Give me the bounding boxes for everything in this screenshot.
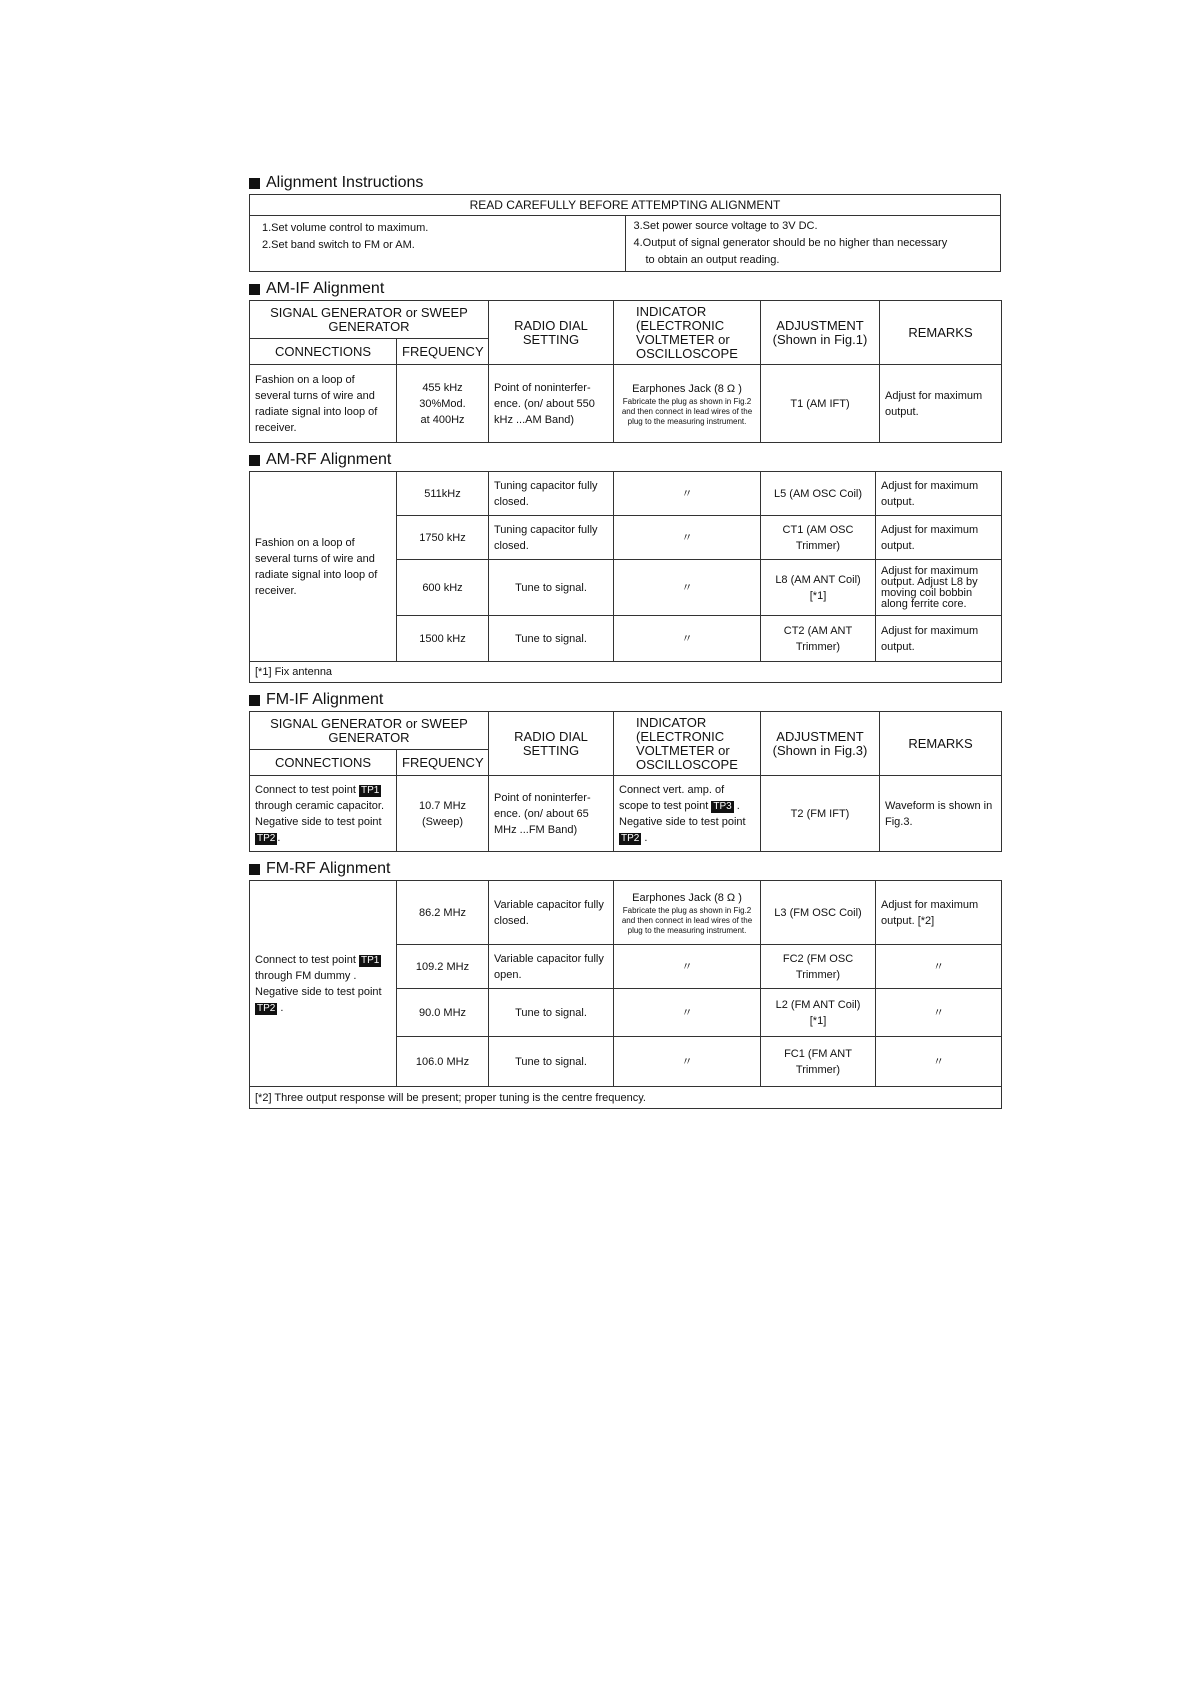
adjustment-header: ADJUSTMENT (Shown in Fig.3) [761,712,880,776]
instructions-right: 3.Set power source voltage to 3V DC. 4.Output of signal generator should be no higher than necessary to obtain an output reading. [625,216,1001,272]
connections-header: CONNECTIONS [250,339,397,365]
instructions-table [249,194,1001,272]
fm-rf-table: Connect to test point TP1 through FM dummy . Negative side to test point TP2 . 86.2 MHz Variable capacitor fully closed. Earphones Jack (8 Ω ) Fabricate the plug as shown in Fig.2 and then connect in lead wires of the plug to the measuring instrument. L3 (FM OSC Coil) Adjust for maximum output. [*2] 109.2 MHz Variable capacitor fully open. 〃 FC2 (FM OSC Trimmer) 〃 90.0 MHz Tune to signal. 〃 L2 (FM ANT Coil) [*1] 〃 106.0 MHz Tune to signal. 〃 FC1 (FM ANT Trimmer) 〃 [*2] Three output response will be present; proper tuning is the centre frequency. [249,880,1002,1109]
alignment-document [249,172,1001,1109]
alignment-instructions-heading: Alignment Instructions [249,172,1001,194]
bullet-square-icon [249,284,260,295]
fm-if-adjustment: T2 (FM IFT) [761,776,880,852]
table-row: 511kHz [397,472,489,516]
fm-if-remarks: Waveform is shown in Fig.3. [880,776,1002,852]
table-row: 600 kHz [397,560,489,616]
tp2-label: TP2 [257,1002,276,1014]
fm-if-connection: Connect to test point TP1 through ceramic capacitor. Negative side to test point TP2 . [250,776,397,852]
bullet-square-icon [249,695,260,706]
tp1-label: TP1 [360,784,380,796]
adjustment-header: ADJUSTMENT (Shown in Fig.1) [761,301,880,365]
tp3-label: TP3 [713,800,732,812]
am-rf-table: Fashion on a loop of several turns of wire and radiate signal into loop of receiver. 511kHz Tuning capacitor fully closed. 〃 L5 (AM OSC Coil) Adjust for maximum output. 1750 kHz Tuning capacitor fully closed. 〃 CT1 (AM OSC Trimmer) Adjust for maximum output. 600 kHz Tune to signal. 〃 L8 (AM ANT Coil) [*1] Adjust for maximum output. Adjust L8 by moving coil bobbin along ferrite core. 1500 kHz Tune to signal. 〃 CT2 (AM ANT Trimmer) Adjust for maximum output. [*1] Fix antenna [249,471,1002,683]
tp2-label: TP2 [621,832,640,844]
radio-dial-header: RADIO DIAL SETTING [489,712,614,776]
tp1-label: TP1 [360,954,380,966]
fm-if-dial: Point of noninterfer-ence. (on/ about 65 MHz ...FM Band) [489,776,614,852]
remarks-header: REMARKS [880,712,1002,776]
signal-generator-header: SIGNAL GENERATOR or SWEEP GENERATOR [250,712,489,750]
fm-if-heading: FM-IF Alignment [249,689,1001,711]
am-if-frequency: 455 kHz 30%Mod. at 400Hz [397,365,489,443]
radio-dial-header: RADIO DIAL SETTING [489,301,614,365]
fm-if-table [249,711,1002,852]
table-row: 1750 kHz [397,516,489,560]
am-if-connection: Fashion on a loop of several turns of wire and radiate signal into loop of receiver. [250,365,397,443]
am-if-table [249,300,1002,443]
bullet-square-icon [249,864,260,875]
tp2-label: TP2 [257,832,276,844]
connections-header: CONNECTIONS [250,750,397,776]
table-row: 90.0 MHz [397,989,489,1037]
table-row: 106.0 MHz [397,1037,489,1087]
fm-rf-heading: FM-RF Alignment [249,858,1001,880]
am-rf-footnote: [*1] Fix antenna [250,662,1002,683]
indicator-header: INDICATOR (ELECTRONIC VOLTMETER or OSCILLOSCOPE [614,712,761,776]
fm-if-frequency: 10.7 MHz (Sweep) [397,776,489,852]
fm-rf-connection: Connect to test point TP1 through FM dummy . Negative side to test point TP2 . [250,881,397,1087]
bullet-square-icon [249,178,260,189]
am-rf-heading: AM-RF Alignment [249,449,1001,471]
instructions-left: 1.Set volume control to maximum. 2.Set band switch to FM or AM. [250,216,626,272]
indicator-header: INDICATOR (ELECTRONIC VOLTMETER or OSCILLOSCOPE [614,301,761,365]
am-if-indicator: Earphones Jack (8 Ω ) Fabricate the plug as shown in Fig.2 and then connect in lead wires of the plug to the measuring instrument. [614,365,761,443]
signal-generator-header: SIGNAL GENERATOR or SWEEP GENERATOR [250,301,489,339]
fm-rf-footnote: [*2] Three output response will be present; proper tuning is the centre frequency. [250,1087,1002,1109]
frequency-header: FREQUENCY [397,339,489,365]
instructions-banner: READ CAREFULLY BEFORE ATTEMPTING ALIGNMENT [250,195,1001,216]
frequency-header: FREQUENCY [397,750,489,776]
am-if-adjustment: T1 (AM IFT) [761,365,880,443]
remarks-header: REMARKS [880,301,1002,365]
table-row: 109.2 MHz [397,945,489,989]
fm-if-indicator: Connect vert. amp. of scope to test point TP3 . Negative side to test point TP2 . [614,776,761,852]
table-row: 1500 kHz [397,616,489,662]
bullet-square-icon [249,455,260,466]
am-if-dial: Point of noninterfer-ence. (on/ about 550 kHz ...AM Band) [489,365,614,443]
am-rf-connection: Fashion on a loop of several turns of wire and radiate signal into loop of receiver. [250,472,397,662]
am-if-heading: AM-IF Alignment [249,278,1001,300]
table-row: 86.2 MHz [397,881,489,945]
am-if-remarks: Adjust for maximum output. [880,365,1002,443]
fm-rf-indicator: Earphones Jack (8 Ω ) Fabricate the plug as shown in Fig.2 and then connect in lead wires of the plug to the measuring instrument. [614,881,761,945]
